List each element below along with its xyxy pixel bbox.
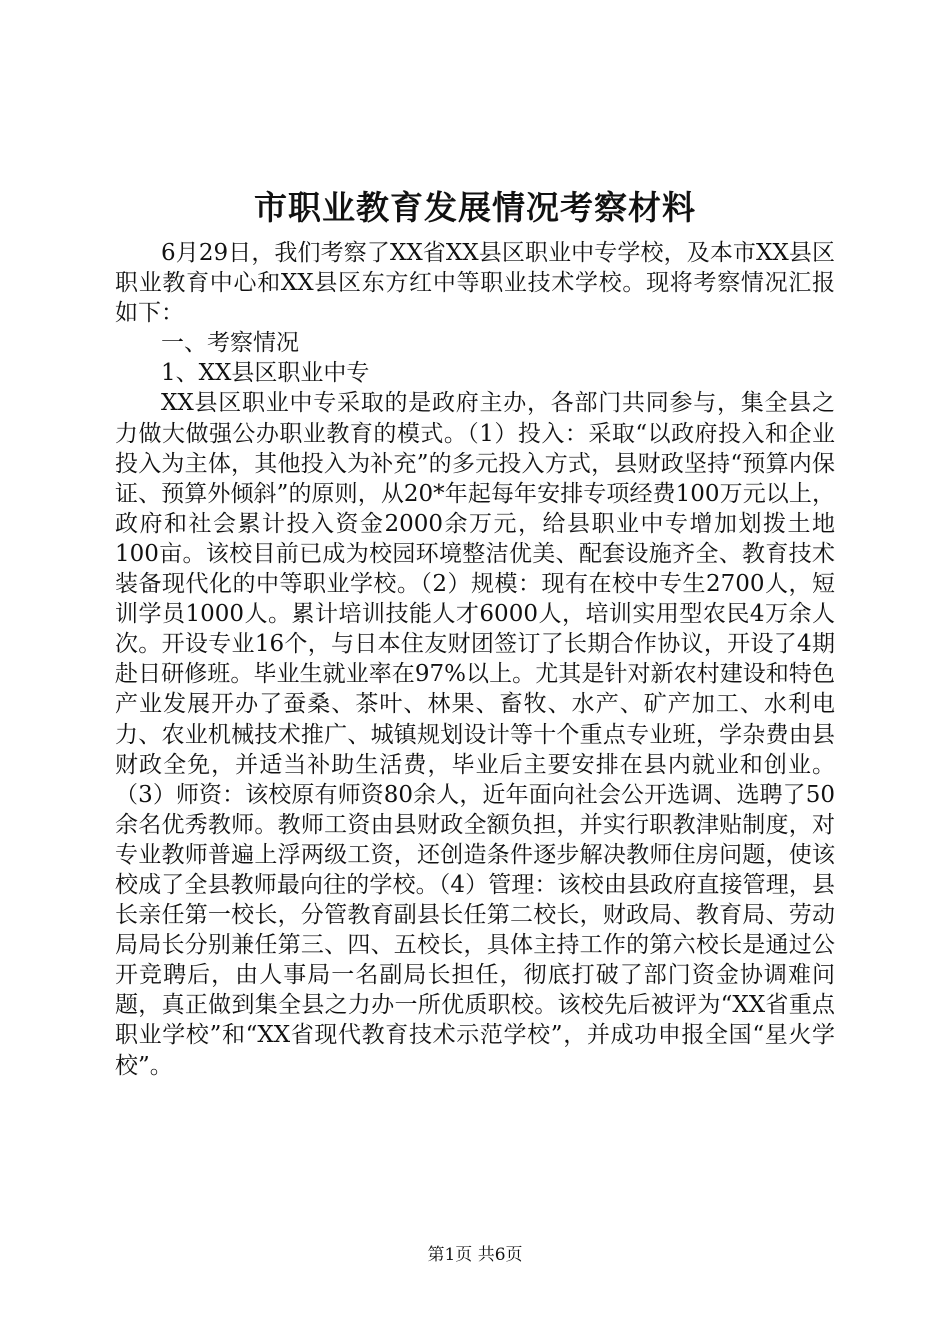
document-body — [115, 238, 835, 1081]
section-heading: 一、考察情况 — [161, 330, 299, 357]
paragraph-main: XX县区职业中专采取的是政府主办，各部门共同参与，集全县之力做大做强公办职业教育的模式。（1）投入：采取“以政府投入和企业投入为主体，其他投入为补充”的多元投入方式，县财政坚持“预算内保证、预算外倾斜”的原则，从20*年起每年安排专项经费100万元以上，政府和社会累计投入资金2000余万元，给县职业中专增加划拨土地100亩。该校目前已成为校园环境整洁优美、配套设施齐全、教育技术装备现代化的中等职业学校。（2）规模：现有在校中专生2700人，短训学员1000人。累计培训技能人才6000人，培训实用型农民4万余人次。开设专业16个，与日本住友财团签订了长期合作协议，开设了4期赴日研修班。毕业生就业率在97%以上。尤其是针对新农村建设和特色产业发展开办了蚕桑、茶叶、林果、畜牧、水产、矿产加工、水利电力、农业机械技术推广、城镇规划设计等十个重点专业班，学杂费由县财政全免，并适当补助生活费，毕业后主要安排在县内就业和创业。（3）师资：该校原有师资80余人，近年面向社会公开选调、选聘了50余名优秀教师。教师工资由县财政全额负担，并实行职教津贴制度，对专业教师普遍上浮两级工资，还创造条件逐步解决教师住房问题，使该校成了全县教师最向往的学校。（4）管理：该校由县政府直接管理，县长亲任第一校长，分管教育副县长任第二校长，财政局、教育局、劳动局局长分别兼任第三、四、五校长，具体主持工作的第六校长是通过公开竞聘后，由人事局一名副局长担任，彻底打破了部门资金协调难问题，真正做到集全县之力办一所优质职校。该校先后被评为“XX省重点职业学校”和“XX省现代教育技术示范学校”，并成功申报全国“星火学校”。 — [115, 390, 835, 1079]
paragraph-intro: 6月29日，我们考察了XX省XX县区职业中专学校，及本市XX县区职业教育中心和XX县区东方红中等职业技术学校。现将考察情况汇报如下： — [115, 240, 835, 327]
subsection-heading: 1、XX县区职业中专 — [161, 360, 370, 387]
document-title: 市职业教育发展情况考察材料 — [254, 188, 696, 227]
page-number-footer: 第1页 共6页 — [427, 1245, 523, 1265]
